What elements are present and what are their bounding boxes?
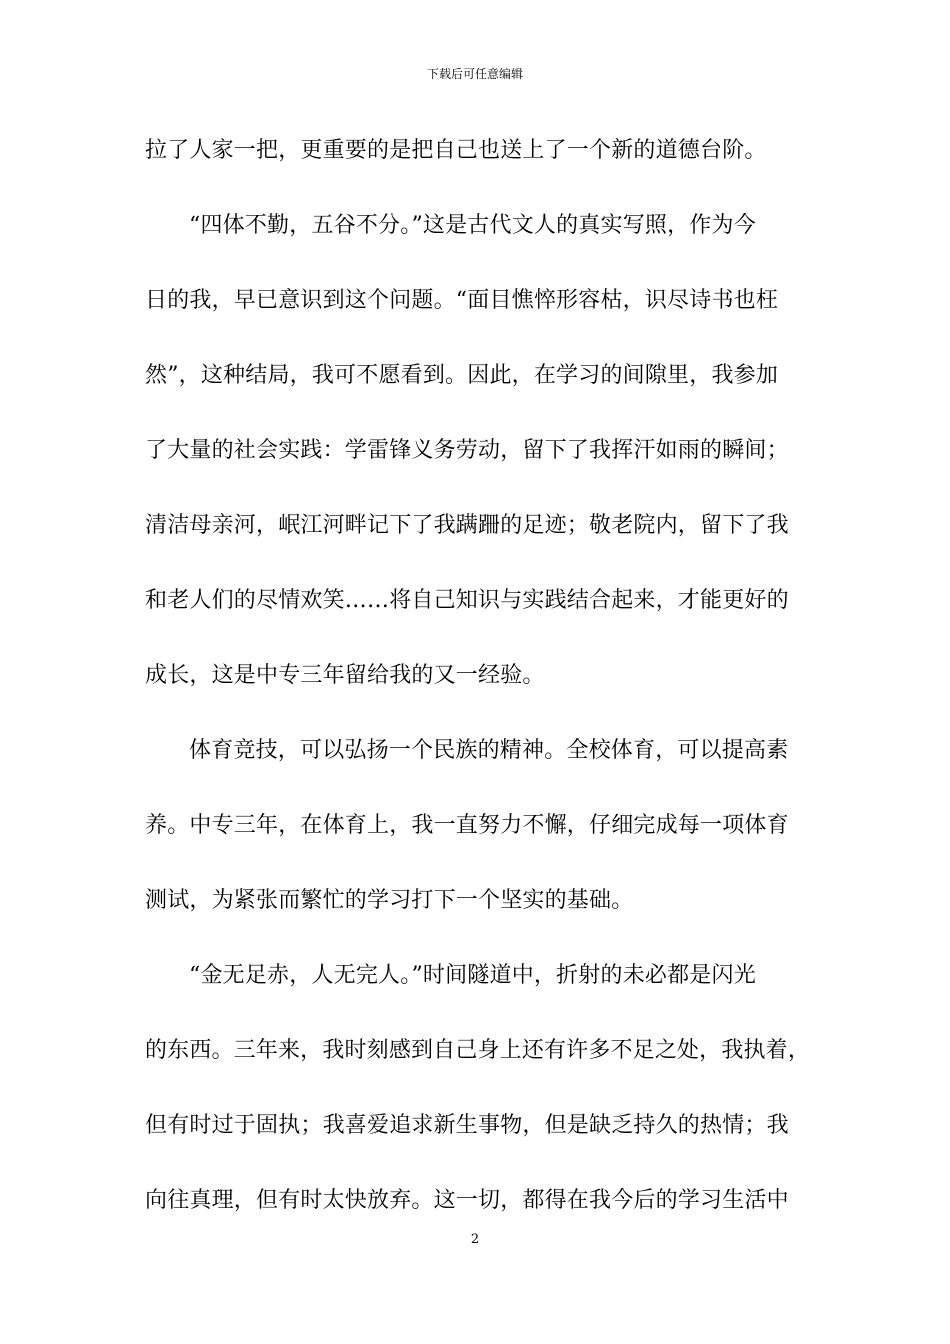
page-number: 2 — [470, 1232, 480, 1247]
text-line: 日的我，早已意识到这个问题。“面目憔悴形容枯，识尽诗书也枉 — [145, 288, 779, 313]
text-line: 拉了人家一把，更重要的是把自己也送上了一个新的道德台阶。 — [145, 138, 767, 163]
text-line: 向往真理，但有时太快放弃。这一切，都得在我今后的学习生活中 — [145, 1188, 789, 1213]
text-line: 体育竞技，可以弘扬一个民族的精神。全校体育，可以提高素 — [189, 738, 789, 763]
text-line: 养。中专三年，在体育上，我一直努力不懈，仔细完成每一项体育 — [145, 813, 789, 838]
page-header: 下载后可任意编辑 — [426, 67, 523, 81]
text-line: 了大量的社会实践：学雷锋义务劳动，留下了我挥汗如雨的瞬间； — [145, 438, 789, 463]
text-line: “四体不勤，五谷不分。”这是古代文人的真实写照，作为今 — [189, 213, 756, 238]
text-line: 成长，这是中专三年留给我的又一经验。 — [145, 663, 545, 688]
text-line: 但有时过于固执；我喜爱追求新生事物，但是缺乏持久的热情；我 — [145, 1113, 789, 1138]
text-line: 然”，这种结局，我可不愿看到。因此，在学习的间隙里，我参加 — [145, 363, 779, 388]
text-line: 的东西。三年来，我时刻感到自己身上还有许多不足之处，我执着， — [145, 1038, 811, 1063]
text-line: 和老人们的尽情欢笑……将自己知识与实践结合起来，才能更好的 — [145, 588, 789, 613]
text-line: 清洁母亲河，岷江河畔记下了我蹒跚的足迹；敬老院内，留下了我 — [145, 513, 789, 538]
text-line: 测试，为紧张而繁忙的学习打下一个坚实的基础。 — [145, 888, 634, 913]
text-line: “金无足赤，人无完人。”时间隧道中，折射的未必都是闪光 — [189, 963, 756, 988]
